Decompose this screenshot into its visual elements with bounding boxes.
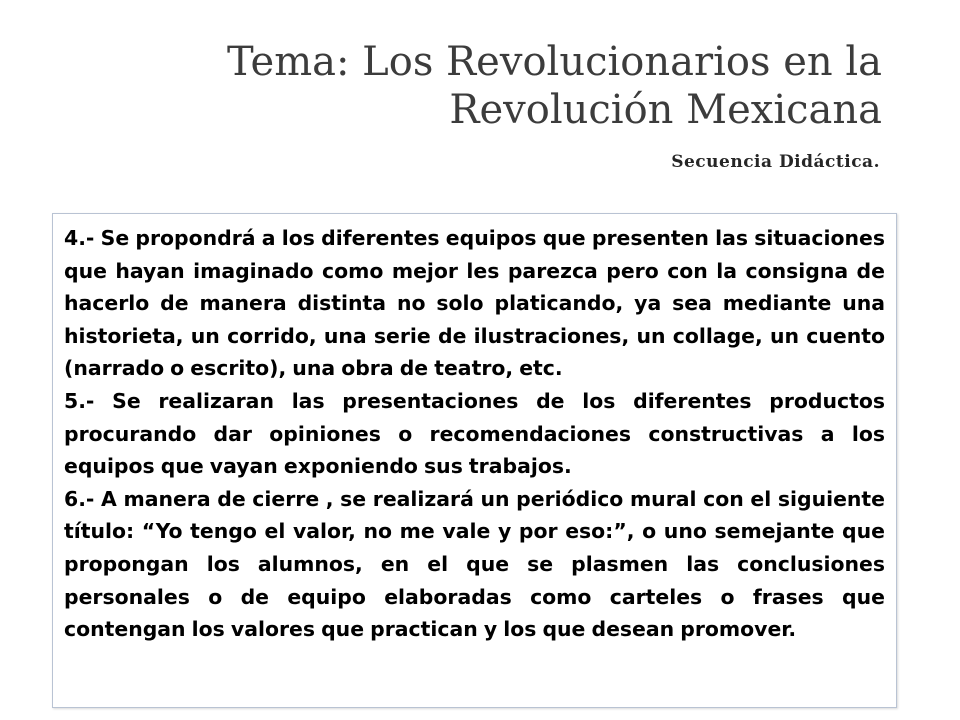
slide-title [122, 38, 882, 134]
activity-paragraph-4: 4.- Se propondrá a los diferentes equipos que presenten las situaciones que hayan imaginado como mejor les parezca pero con la consigna de hacerlo de manera distinta no solo platicando, ya sea mediante una historieta, un corrido, una serie de ilustraciones, un collage, un cuento (narrado o escrito), una obra de teatro, etc. [64, 226, 885, 381]
activity-paragraph-6: 6.- A manera de cierre , se realizará un periódico mural con el siguiente título: “Yo tengo el valor, no me vale y por eso:”, o uno semejante que propongan los alumnos, en el que se plasmen las conclusiones personales o de equipo elaboradas como carteles o frases que contengan los valores que practican y los que desean promover. [64, 486, 885, 642]
activity-paragraph-5: 5.- Se realizaran las presentaciones de los diferentes productos procurando dar opiniones o recomendaciones constructivas a los equipos que vayan exponiendo sus trabajos. [64, 388, 885, 479]
slide-subtitle: Secuencia Didáctica. [671, 152, 880, 172]
slide-title-line-2: Revolución Mexicana [449, 87, 882, 133]
slide-title-line-1: Tema: Los Revolucionarios en la [226, 39, 882, 85]
content-text-box [52, 213, 897, 708]
